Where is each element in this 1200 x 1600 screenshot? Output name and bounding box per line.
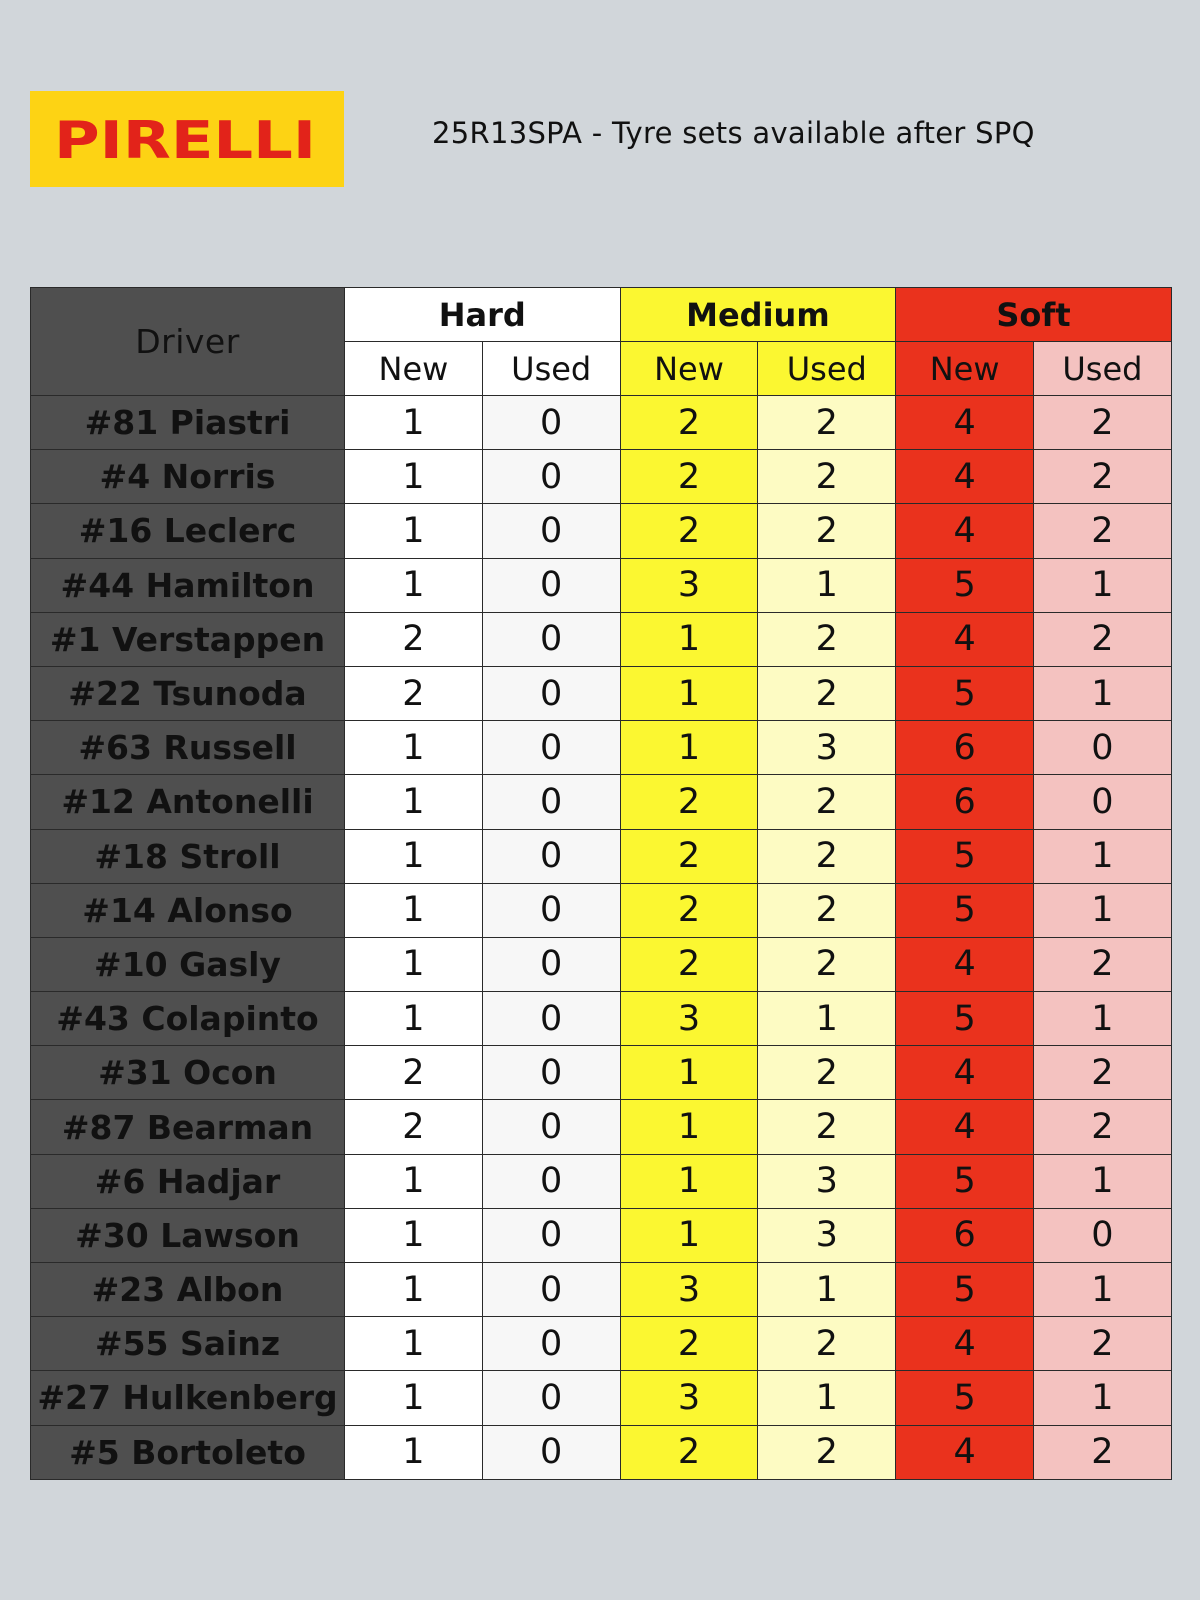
table-row [31,1100,1172,1154]
hard-used-cell: 0 [482,612,620,666]
soft-used-cell: 2 [1034,450,1172,504]
medium-new-cell: 3 [620,558,758,612]
hard-new-cell: 1 [345,1154,483,1208]
hard-used-cell: 0 [482,1154,620,1208]
hard-new-cell: 1 [345,883,483,937]
driver-name: #27 Hulkenberg [31,1371,345,1425]
driver-name: #63 Russell [31,721,345,775]
medium-new-cell: 1 [620,612,758,666]
driver-name: #5 Bortoleto [31,1425,345,1479]
hard-new-cell: 2 [345,1046,483,1100]
soft-new-cell: 4 [896,1425,1034,1479]
hard-new-cell: 2 [345,612,483,666]
driver-name: #18 Stroll [31,829,345,883]
driver-name: #55 Sainz [31,1317,345,1371]
medium-new-cell: 2 [620,396,758,450]
soft-new-cell: 4 [896,612,1034,666]
hard-used-cell: 0 [482,558,620,612]
hard-used-cell: 0 [482,396,620,450]
table-row [31,1317,1172,1371]
soft-new-cell: 5 [896,1263,1034,1317]
hard-new-header: New [345,342,483,396]
soft-new-cell: 5 [896,992,1034,1046]
hard-new-cell: 1 [345,450,483,504]
medium-used-cell: 3 [758,1208,896,1262]
soft-used-cell: 1 [1034,883,1172,937]
hard-used-cell: 0 [482,1317,620,1371]
soft-used-cell: 2 [1034,1425,1172,1479]
medium-new-cell: 2 [620,450,758,504]
medium-new-cell: 2 [620,829,758,883]
soft-used-cell: 2 [1034,1317,1172,1371]
table-row [31,666,1172,720]
hard-compound-header: Hard [345,288,621,342]
medium-new-cell: 1 [620,1154,758,1208]
hard-used-cell: 0 [482,883,620,937]
medium-new-header: New [620,342,758,396]
driver-name: #1 Verstappen [31,612,345,666]
hard-used-cell: 0 [482,1100,620,1154]
soft-new-cell: 4 [896,1046,1034,1100]
hard-used-cell: 0 [482,1425,620,1479]
soft-used-header: Used [1034,342,1172,396]
soft-used-cell: 0 [1034,721,1172,775]
soft-used-cell: 1 [1034,1263,1172,1317]
soft-used-cell: 1 [1034,992,1172,1046]
hard-used-cell: 0 [482,829,620,883]
medium-used-cell: 1 [758,1263,896,1317]
driver-name: #43 Colapinto [31,992,345,1046]
medium-used-cell: 2 [758,1317,896,1371]
medium-used-cell: 2 [758,937,896,991]
driver-name: #14 Alonso [31,883,345,937]
table-row [31,612,1172,666]
soft-new-cell: 5 [896,1371,1034,1425]
soft-new-cell: 6 [896,775,1034,829]
table-row [31,992,1172,1046]
hard-used-cell: 0 [482,666,620,720]
hard-used-cell: 0 [482,992,620,1046]
medium-used-cell: 2 [758,1425,896,1479]
medium-new-cell: 2 [620,775,758,829]
hard-new-cell: 1 [345,1208,483,1262]
medium-used-cell: 2 [758,450,896,504]
medium-new-cell: 2 [620,883,758,937]
driver-name: #12 Antonelli [31,775,345,829]
soft-compound-header: Soft [896,288,1172,342]
driver-name: #16 Leclerc [31,504,345,558]
driver-name: #4 Norris [31,450,345,504]
medium-used-cell: 2 [758,1100,896,1154]
soft-used-cell: 2 [1034,1100,1172,1154]
soft-new-cell: 5 [896,883,1034,937]
table-row [31,883,1172,937]
pirelli-logo-mark [54,111,320,167]
medium-new-cell: 1 [620,1046,758,1100]
medium-used-cell: 2 [758,612,896,666]
soft-new-cell: 5 [896,666,1034,720]
soft-new-cell: 4 [896,450,1034,504]
medium-used-cell: 2 [758,829,896,883]
medium-used-cell: 2 [758,775,896,829]
hard-used-cell: 0 [482,721,620,775]
hard-used-cell: 0 [482,1371,620,1425]
medium-new-cell: 2 [620,504,758,558]
hard-new-cell: 2 [345,1100,483,1154]
driver-name: #6 Hadjar [31,1154,345,1208]
hard-used-cell: 0 [482,1208,620,1262]
table-row [31,937,1172,991]
medium-used-cell: 3 [758,721,896,775]
compound-header-row [31,288,1172,342]
hard-new-cell: 1 [345,992,483,1046]
hard-new-cell: 1 [345,775,483,829]
medium-used-cell: 2 [758,396,896,450]
driver-name: #81 Piastri [31,396,345,450]
medium-new-cell: 1 [620,1208,758,1262]
medium-new-cell: 3 [620,1371,758,1425]
table-row [31,1371,1172,1425]
soft-new-cell: 5 [896,558,1034,612]
medium-used-cell: 1 [758,558,896,612]
soft-used-cell: 2 [1034,396,1172,450]
driver-name: #10 Gasly [31,937,345,991]
table-row [31,829,1172,883]
driver-name: #44 Hamilton [31,558,345,612]
pirelli-logo-text: PIRELLI [54,111,316,167]
table-row [31,1154,1172,1208]
driver-name: #31 Ocon [31,1046,345,1100]
driver-column-header: Driver [31,288,345,396]
table-row [31,558,1172,612]
table-body [31,396,1172,1480]
medium-new-cell: 3 [620,1263,758,1317]
soft-used-cell: 1 [1034,829,1172,883]
soft-new-header: New [896,342,1034,396]
table-row [31,775,1172,829]
hard-new-cell: 1 [345,1317,483,1371]
medium-used-cell: 2 [758,504,896,558]
table-row [31,1208,1172,1262]
medium-used-cell: 2 [758,1046,896,1100]
hard-new-cell: 1 [345,558,483,612]
hard-used-cell: 0 [482,504,620,558]
hard-new-cell: 2 [345,666,483,720]
table-row [31,1046,1172,1100]
soft-used-cell: 2 [1034,1046,1172,1100]
table-row [31,396,1172,450]
table-row [31,1425,1172,1479]
soft-used-cell: 2 [1034,937,1172,991]
soft-new-cell: 4 [896,1317,1034,1371]
hard-used-cell: 0 [482,937,620,991]
soft-used-cell: 1 [1034,1371,1172,1425]
soft-used-cell: 0 [1034,775,1172,829]
hard-new-cell: 1 [345,829,483,883]
hard-new-cell: 1 [345,937,483,991]
soft-new-cell: 5 [896,829,1034,883]
driver-name: #22 Tsunoda [31,666,345,720]
hard-new-cell: 1 [345,504,483,558]
soft-used-cell: 1 [1034,558,1172,612]
medium-new-cell: 1 [620,721,758,775]
hard-new-cell: 1 [345,1371,483,1425]
table-row [31,504,1172,558]
hard-used-cell: 0 [482,450,620,504]
soft-used-cell: 1 [1034,666,1172,720]
soft-new-cell: 4 [896,937,1034,991]
medium-used-cell: 2 [758,883,896,937]
medium-new-cell: 2 [620,1425,758,1479]
hard-new-cell: 1 [345,721,483,775]
hard-new-cell: 1 [345,1425,483,1479]
medium-used-cell: 1 [758,992,896,1046]
hard-used-cell: 0 [482,775,620,829]
medium-used-cell: 2 [758,666,896,720]
hard-new-cell: 1 [345,396,483,450]
driver-name: #30 Lawson [31,1208,345,1262]
table-row [31,450,1172,504]
medium-new-cell: 3 [620,992,758,1046]
driver-name: #23 Albon [31,1263,345,1317]
soft-used-cell: 2 [1034,504,1172,558]
tyre-sets-table [30,287,1172,1480]
hard-new-cell: 1 [345,1263,483,1317]
soft-new-cell: 6 [896,721,1034,775]
soft-new-cell: 4 [896,504,1034,558]
table-row [31,721,1172,775]
soft-new-cell: 4 [896,396,1034,450]
medium-used-cell: 3 [758,1154,896,1208]
table-row [31,1263,1172,1317]
medium-used-header: Used [758,342,896,396]
soft-used-cell: 1 [1034,1154,1172,1208]
medium-new-cell: 2 [620,937,758,991]
medium-new-cell: 2 [620,1317,758,1371]
pirelli-logo [30,91,344,187]
hard-used-cell: 0 [482,1263,620,1317]
driver-name: #87 Bearman [31,1100,345,1154]
soft-new-cell: 5 [896,1154,1034,1208]
medium-new-cell: 1 [620,1100,758,1154]
medium-compound-header: Medium [620,288,896,342]
medium-new-cell: 1 [620,666,758,720]
hard-used-cell: 0 [482,1046,620,1100]
hard-used-header: Used [482,342,620,396]
page-title: 25R13SPA - Tyre sets available after SPQ [432,116,1035,150]
medium-used-cell: 1 [758,1371,896,1425]
soft-used-cell: 0 [1034,1208,1172,1262]
soft-new-cell: 4 [896,1100,1034,1154]
soft-new-cell: 6 [896,1208,1034,1262]
soft-used-cell: 2 [1034,612,1172,666]
